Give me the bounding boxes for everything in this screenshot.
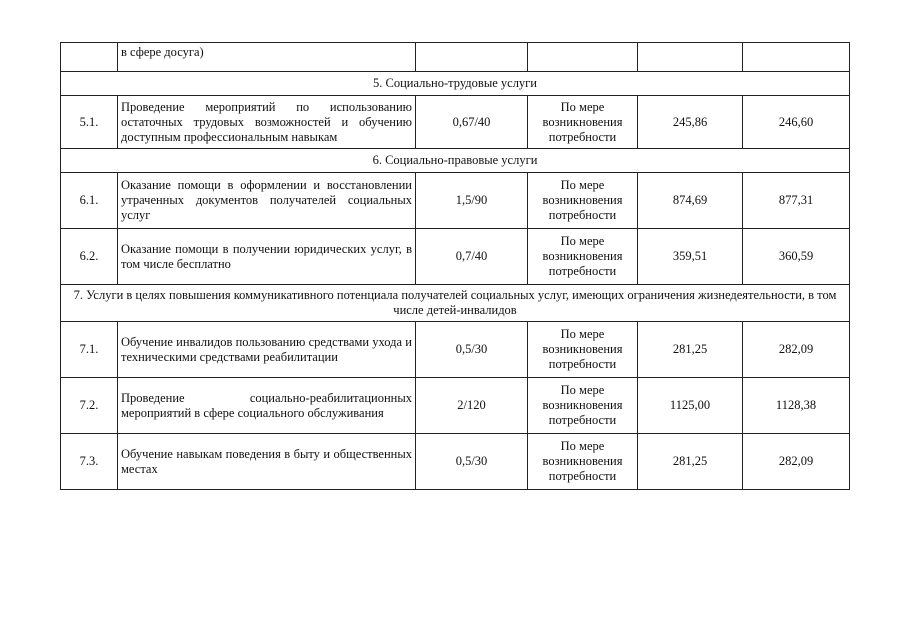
table-row bbox=[61, 229, 850, 285]
service-description: Обучение инвалидов пользованию средствами ухода и техническими средствами реабилитации bbox=[118, 322, 416, 378]
price-value-1: 281,25 bbox=[638, 434, 743, 490]
frequency-cell bbox=[528, 43, 638, 72]
price-cell-1 bbox=[638, 43, 743, 72]
price-value-2: 877,31 bbox=[743, 173, 850, 229]
frequency-text: По мере возникновения потребности bbox=[528, 434, 638, 490]
section-title: 6. Социально-правовые услуги bbox=[61, 149, 850, 173]
norm-value: 0,7/40 bbox=[416, 229, 528, 285]
price-value-1: 1125,00 bbox=[638, 378, 743, 434]
service-description: Обучение навыкам поведения в быту и общественных местах bbox=[118, 434, 416, 490]
table-row bbox=[61, 96, 850, 149]
row-number: 7.1. bbox=[61, 322, 118, 378]
frequency-text: По мере возникновения потребности bbox=[528, 229, 638, 285]
table-row bbox=[61, 434, 850, 490]
table-row bbox=[61, 173, 850, 229]
price-value-2: 246,60 bbox=[743, 96, 850, 149]
price-value-2: 360,59 bbox=[743, 229, 850, 285]
price-value-1: 245,86 bbox=[638, 96, 743, 149]
service-description: Проведение социально-реабилитационных мероприятий в сфере социального обслуживания bbox=[118, 378, 416, 434]
price-value-2: 1128,38 bbox=[743, 378, 850, 434]
price-cell-2 bbox=[743, 43, 850, 72]
row-number: 5.1. bbox=[61, 96, 118, 149]
services-table bbox=[60, 42, 850, 490]
norm-value: 0,5/30 bbox=[416, 434, 528, 490]
table-row bbox=[61, 378, 850, 434]
service-description: Оказание помощи в оформлении и восстановлении утраченных документов получателей социальных услуг bbox=[118, 173, 416, 229]
price-value-2: 282,09 bbox=[743, 322, 850, 378]
service-description: в сфере досуга) bbox=[118, 43, 416, 72]
section-row bbox=[61, 149, 850, 173]
frequency-text: По мере возникновения потребности bbox=[528, 322, 638, 378]
price-value-1: 874,69 bbox=[638, 173, 743, 229]
row-number: 6.2. bbox=[61, 229, 118, 285]
frequency-text: По мере возникновения потребности bbox=[528, 378, 638, 434]
norm-value: 1,5/90 bbox=[416, 173, 528, 229]
frequency-text: По мере возникновения потребности bbox=[528, 173, 638, 229]
price-value-1: 359,51 bbox=[638, 229, 743, 285]
row-number: 6.1. bbox=[61, 173, 118, 229]
row-number: 7.2. bbox=[61, 378, 118, 434]
row-number-cell bbox=[61, 43, 118, 72]
norm-cell bbox=[416, 43, 528, 72]
table-row bbox=[61, 43, 850, 72]
frequency-text: По мере возникновения потребности bbox=[528, 96, 638, 149]
norm-value: 0,67/40 bbox=[416, 96, 528, 149]
section-title: 5. Социально-трудовые услуги bbox=[61, 72, 850, 96]
service-description: Оказание помощи в получении юридических услуг, в том числе бесплатно bbox=[118, 229, 416, 285]
row-number: 7.3. bbox=[61, 434, 118, 490]
table-row bbox=[61, 322, 850, 378]
norm-value: 2/120 bbox=[416, 378, 528, 434]
price-value-2: 282,09 bbox=[743, 434, 850, 490]
price-value-1: 281,25 bbox=[638, 322, 743, 378]
section-row bbox=[61, 285, 850, 322]
norm-value: 0,5/30 bbox=[416, 322, 528, 378]
section-title: 7. Услуги в целях повышения коммуникативного потенциала получателей социальных услуг, имеющих ограничения жизнедеятельности, в том числе детей-инвалидов bbox=[61, 285, 850, 322]
service-description: Проведение мероприятий по использованию остаточных трудовых возможностей и обучению доступным профессиональным навыкам bbox=[118, 96, 416, 149]
section-row bbox=[61, 72, 850, 96]
